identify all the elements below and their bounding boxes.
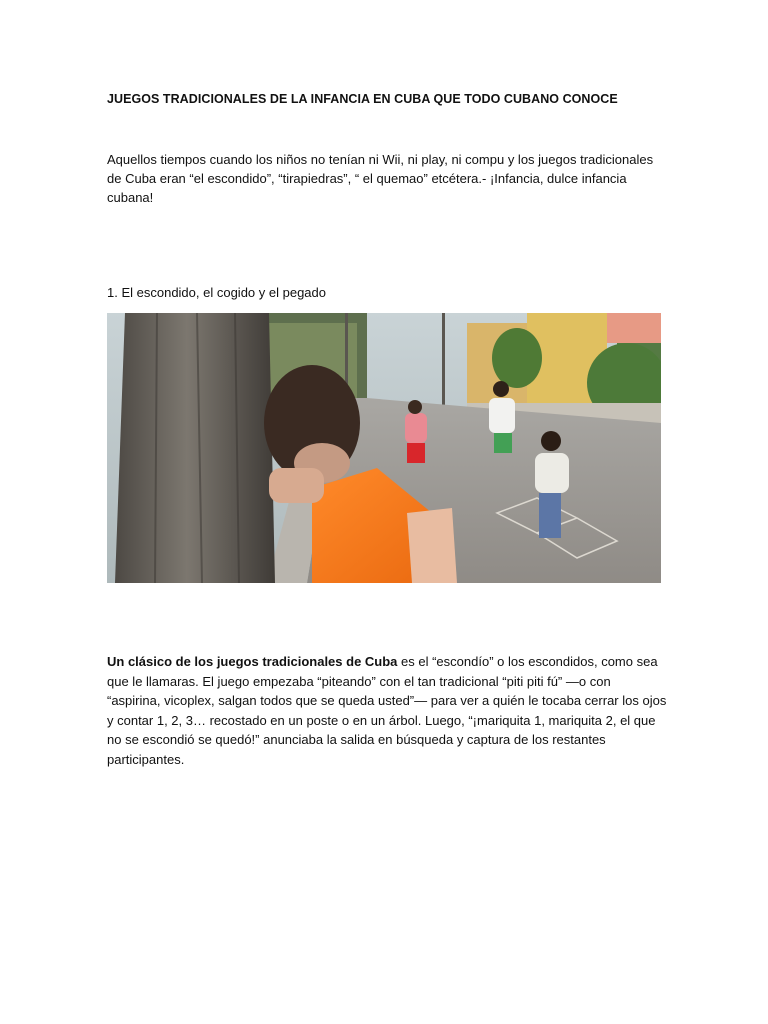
intro-paragraph: Aquellos tiempos cuando los niños no tenían ni Wii, ni play, ni compu y los juegos tradicionales de Cuba eran “el escondido”, “tirapiedras”, “ el quemao” etcétera.- ¡Infancia, dulce infancia cubana! — [107, 152, 654, 205]
page-title: JUEGOS TRADICIONALES DE LA INFANCIA EN CUBA QUE TODO CUBANO CONOCE — [107, 92, 618, 106]
section-bold-lead: Un clásico de los juegos tradicionales de Cuba — [107, 654, 398, 669]
hide-and-seek-photo — [107, 313, 661, 583]
section-body-paragraph — [107, 652, 667, 769]
section-heading: 1. El escondido, el cogido y el pegado — [107, 285, 326, 300]
section-body-text: es el “escondío” o los escondidos, como sea que le llamaras. El juego empezaba “piteando” con el tan tradicional “piti piti fú” —o con “aspirina, vicoplex, salgan todos que se queda usted”— para ver a quién le tocaba cerrar los ojos y contar 1, 2, 3… recostado en un poste o en un árbol. Luego, “¡mariquita 1, mariquita 2, el que no se escondió se quedó!” anunciaba la salida en búsqueda y captura de los restantes participantes. — [107, 654, 667, 767]
